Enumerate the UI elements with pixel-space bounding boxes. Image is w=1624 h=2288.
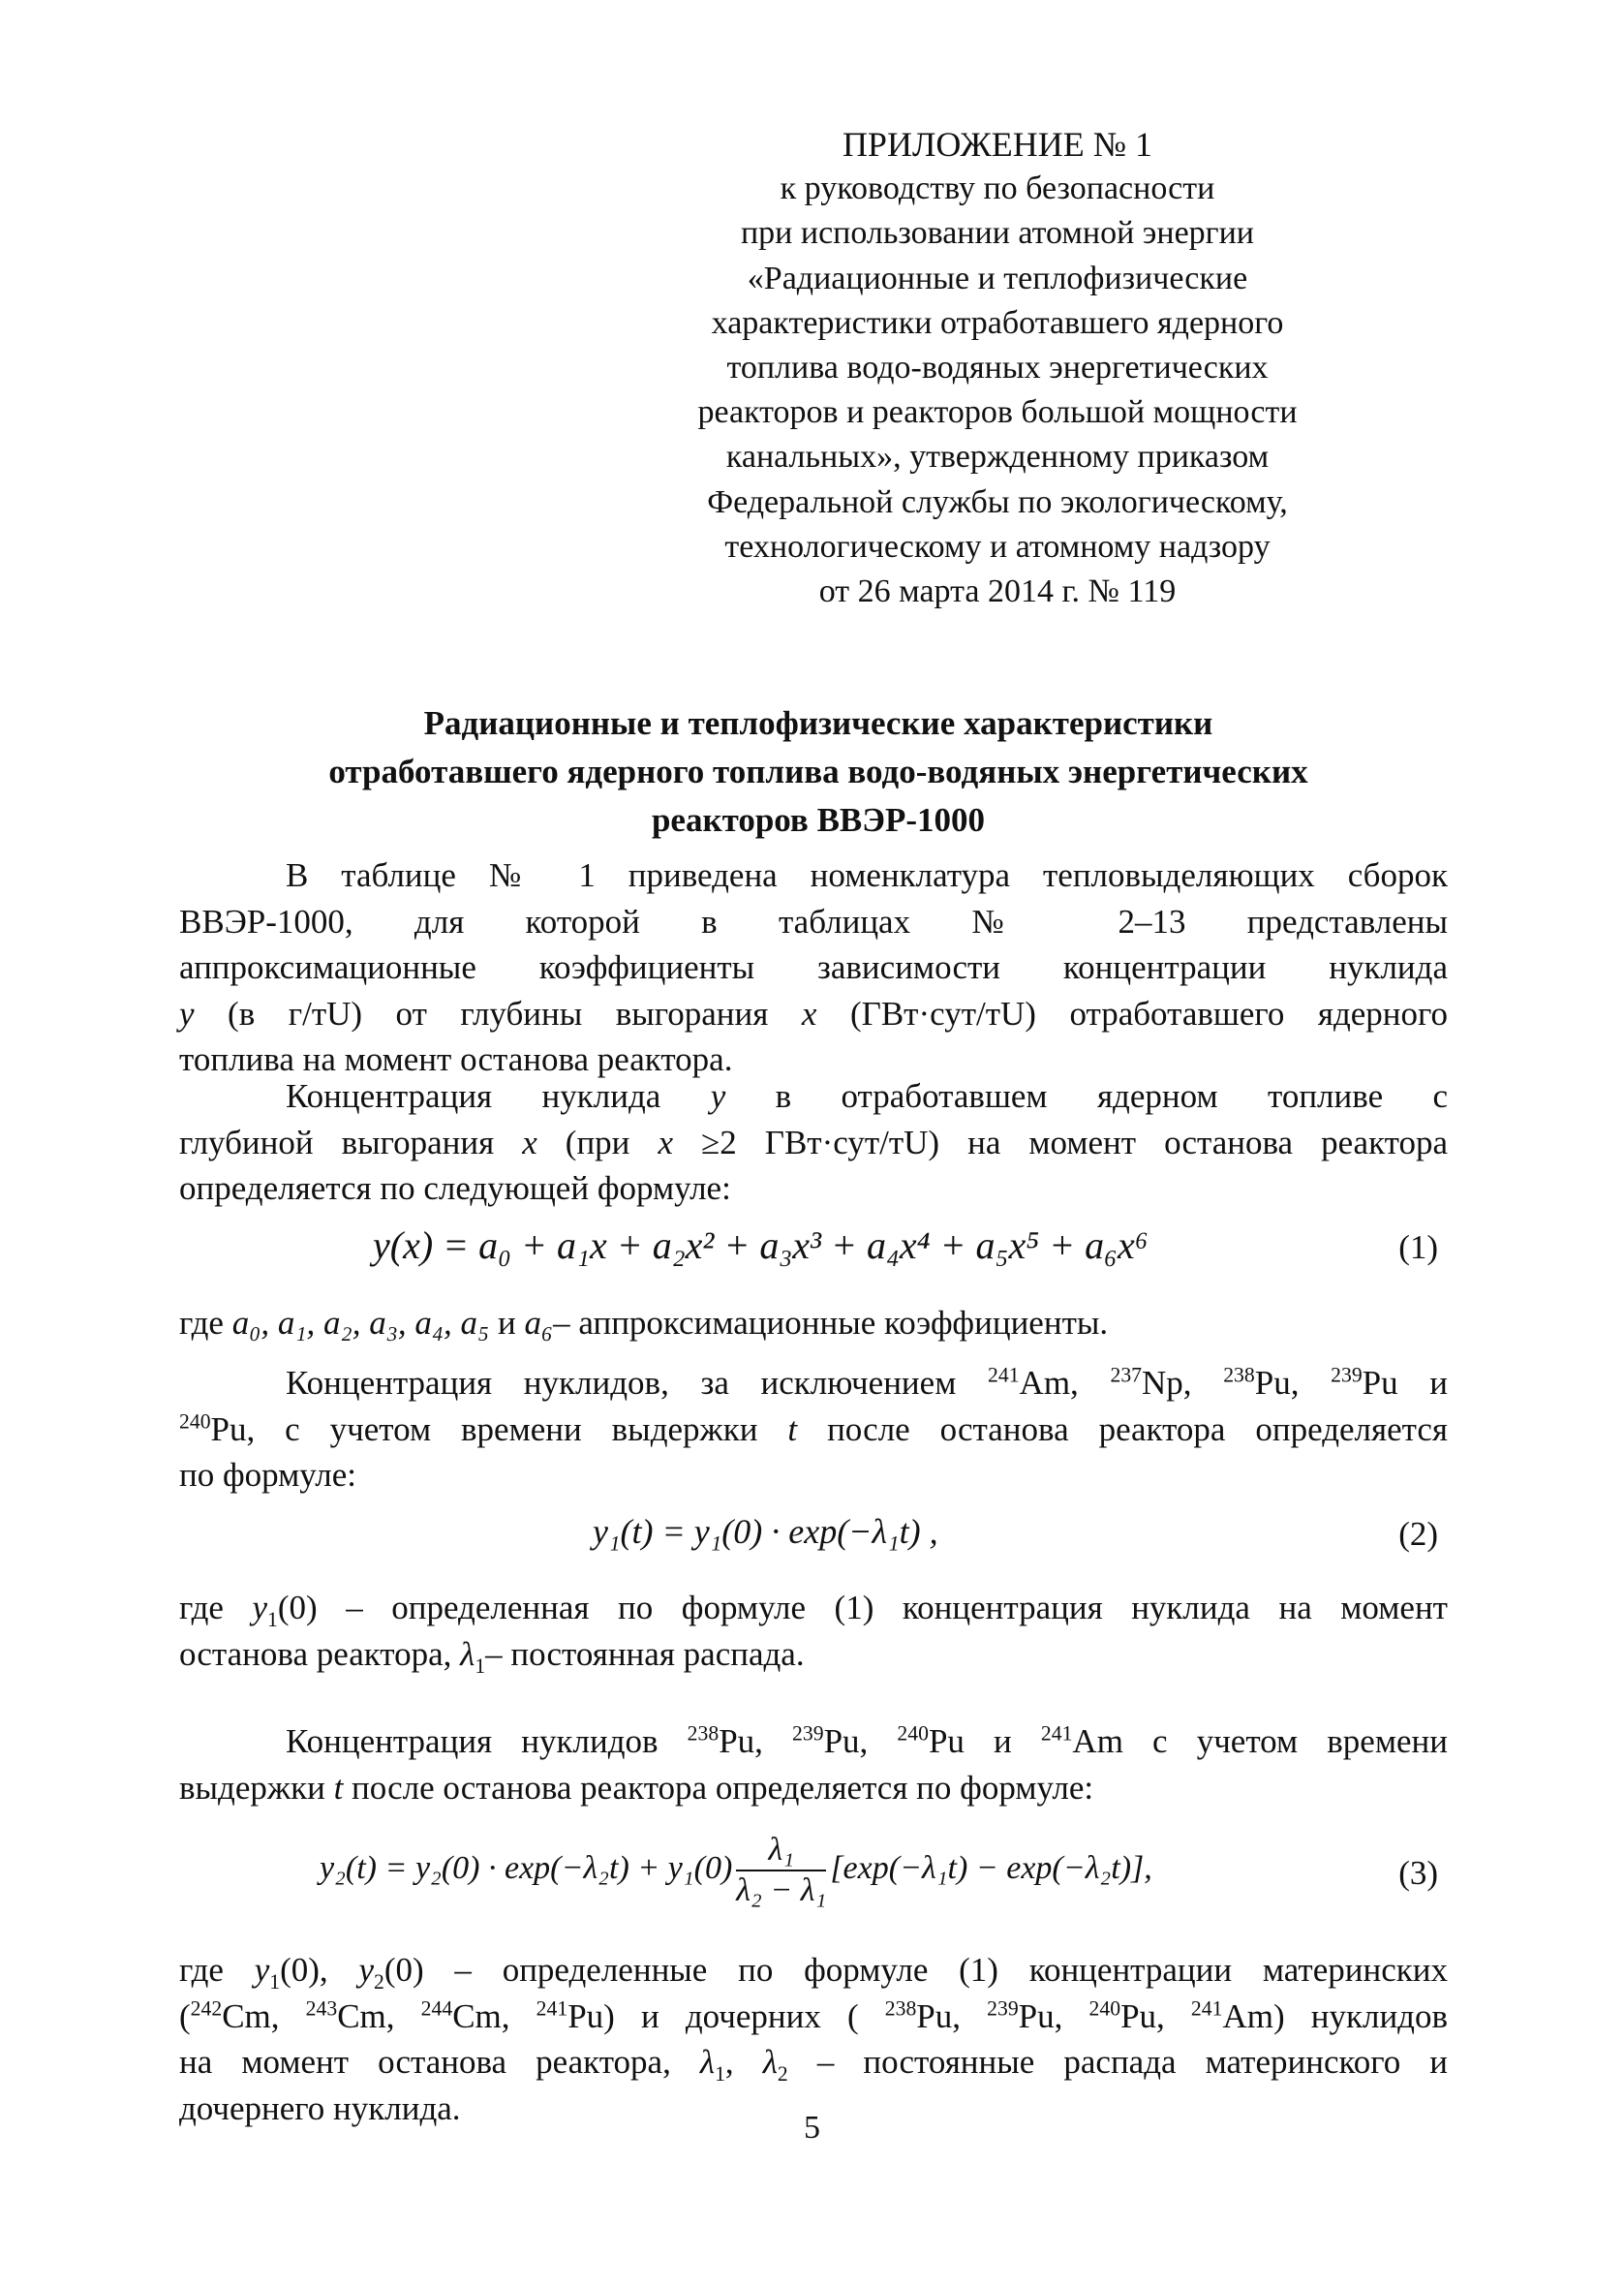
para-line: Концентрация нуклидов, за исключением $^{241}$Am, $^{237}$Np, $^{238}$Pu, $^{239}$Pu и <box>286 1363 1449 1402</box>
title-line: отработавшего ядерного топлива водо-водяных энергетических <box>328 753 1308 790</box>
appendix-line: канальных», утвержденному приказом <box>725 439 1270 476</box>
appendix-line: от 26 марта 2014 г. № 119 <box>818 573 1177 610</box>
para-line: В таблице № 1 приведена номенклатура тепловыделяющих сборок <box>286 856 1448 894</box>
para-line: топлива на момент останова реактора. <box>179 1040 733 1078</box>
title-line: Радиационные и теплофизические характеристики <box>423 704 1213 742</box>
appendix-line: при использовании атомной энергии <box>740 215 1254 252</box>
para-line: останова реактора, $\lambda_1-$ постоянная распада. <box>179 1634 805 1678</box>
paragraph-decay <box>179 1360 1448 1499</box>
para-line: на момент останова реактора, $\lambda_1$, $\lambda_2$ – постоянные распада материнского и <box>179 2043 1448 2086</box>
page-number: 5 <box>804 2110 820 2146</box>
para-line: аппроксимационные коэффициенты зависимости концентрации нуклида <box>179 948 1448 986</box>
appendix-line: к руководству по безопасности <box>780 170 1215 207</box>
para-line: выдержки t после останова реактора определяется по формуле: <box>179 1768 1094 1807</box>
para-line: где $y_1(0)$ – определенная по формуле (1) концентрация нуклида на момент <box>179 1589 1448 1631</box>
appendix-line: характеристики отработавшего ядерного <box>711 304 1284 341</box>
appendix-title: ПРИЛОЖЕНИЕ № 1 <box>842 125 1153 164</box>
para-line: где $y_1(0)$, $y_2(0)$ – определенные по формуле (1) концентрации материнских <box>179 1951 1448 1994</box>
appendix-line: реакторов и реакторов большой мощности <box>697 394 1298 431</box>
para-line: по формуле: <box>179 1456 356 1494</box>
appendix-line: топлива водо-водяных энергетических <box>726 350 1269 386</box>
para-line: $^{240}$Pu, с учетом времени выдержки t после останова реактора определяется <box>179 1408 1449 1448</box>
decay-note <box>179 1585 1448 1677</box>
paragraph-concentration <box>179 1073 1448 1212</box>
section-title <box>174 699 1462 845</box>
paragraph-daughter <box>179 1718 1448 1810</box>
formula-3: y₂(t) = y₂(0) · exp(−λ₂t) + y₁(0) $\frac{\text{λ₁}}{\text{λ₂ − λ₁}}$ [exp(−λ₁t) − exp(−λ₂t)], <box>320 1832 1152 1908</box>
formula-2-number: (2) <box>1398 1515 1438 1553</box>
para-line: глубиной выгорания x (при x ≥2 ГВт·сут/тU) на момент останова реактора <box>179 1123 1448 1161</box>
formula-1: y(x) = a₀ + a₁x + a₂x² + a₃x³ + a₄x⁴ + a₅x⁵ + a₆x⁶ <box>373 1223 1149 1267</box>
para-line: Концентрация нуклида y в отработавшем ядерном топливе с <box>286 1077 1449 1115</box>
para-line: дочернего нуклида. <box>179 2088 461 2127</box>
formula-3-fraction: $\frac{\text{λ₁}}{\text{λ₂ − λ₁}}$ <box>736 1832 827 1908</box>
para-line: где a₀, a₁, a₂, a₃, a₄, a₅ и a₆– аппроксимационные коэффициенты. <box>179 1304 1109 1342</box>
para-line: y (в г/тU) от глубины выгорания x (ГВт·сут/тU) отработавшего ядерного <box>179 994 1449 1033</box>
formula-1-number: (1) <box>1398 1228 1438 1266</box>
coefficients-note <box>179 1300 1448 1346</box>
formula-2: y₁(t) = y₁(0) · exp(−λ₁t) , <box>593 1512 938 1551</box>
appendix-line: «Радиационные и теплофизические <box>747 260 1248 296</box>
formula-3-number: (3) <box>1398 1854 1438 1892</box>
paragraph-nomenclature <box>179 852 1448 1083</box>
appendix-line: технологическому и атомному надзору <box>724 528 1271 565</box>
para-line: Концентрация нуклидов $^{238}$Pu, $^{239}$Pu, $^{240}$Pu и $^{241}$Am с учетом времени <box>286 1721 1448 1760</box>
para-line: ВВЭР-1000, для которой в таблицах № 2–13 представлены <box>179 902 1448 941</box>
title-line: реакторов ВВЭР-1000 <box>651 801 986 839</box>
para-line: определяется по следующей формуле: <box>179 1169 731 1207</box>
para-line: ($^{242}$Cm, $^{243}$Cm, $^{244}$Cm, $^{241}$Pu) и дочерних ( $^{238}$Pu, $^{239}$Pu, $^{240}$Pu, $^{241}$Am) нуклидов <box>179 1995 1449 2035</box>
appendix-header <box>678 122 1317 614</box>
parent-daughter-note <box>179 1947 1448 2131</box>
appendix-line: Федеральной службы по экологическому, <box>707 483 1288 520</box>
